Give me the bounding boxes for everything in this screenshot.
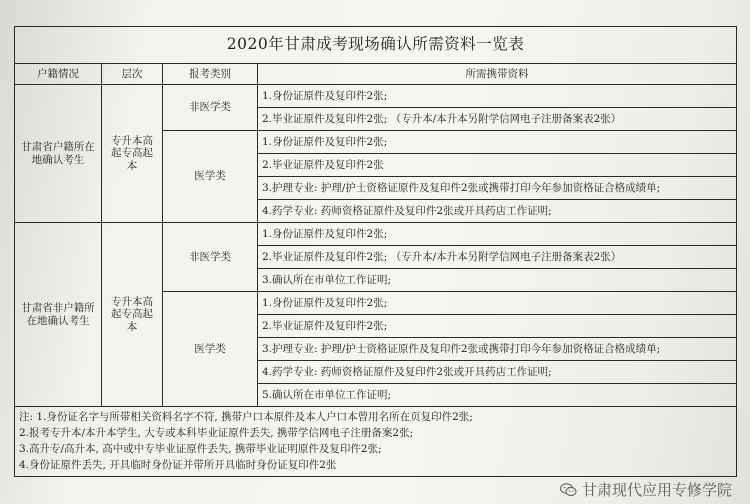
group2-yi-item: 1.身份证原件及复印件2张; bbox=[258, 292, 737, 315]
group2-yi-item: 2.毕业证原件及复印件2张; bbox=[258, 315, 737, 338]
group2-fei-yixue: 非医学类 bbox=[163, 223, 258, 292]
group1-huji: 甘肃省户籍所在地确认考生 bbox=[15, 85, 102, 223]
group2-fei-item: 2.毕业证原件及复印件2张; （专升本/本升本另附学信网电子注册备案表2张） bbox=[258, 246, 737, 269]
note-line: 注: 1.身份证名字与所带相关资料名字不符, 携带户口本原件及本人户口本曾用名所在页复印件2张; bbox=[19, 411, 473, 423]
group1-cengci: 专升本高起专高起本 bbox=[102, 85, 163, 223]
group2-yi-item: 5.确认所在市单位工作证明; bbox=[258, 384, 737, 407]
group1-yixue: 医学类 bbox=[163, 131, 258, 223]
group2-yi-item: 4.药学专业: 药师资格证原件及复印件2张或开具药店工作证明; bbox=[258, 361, 737, 384]
group1-yi-item: 3.护理专业: 护理/护士资格证原件及复印件2张或携带打印今年参加资格证合格成绩单; bbox=[258, 177, 737, 200]
group1-fei-item: 2.毕业证原件及复印件2张; （专升本/本升本另附学信网电子注册备案表2张） bbox=[258, 108, 737, 131]
note-line: 3.高升专/高升本, 高中或中专毕业证原件丢失, 携带毕业证明原件及复印件2张; bbox=[19, 443, 382, 455]
group2-yixue: 医学类 bbox=[163, 292, 258, 407]
requirements-table bbox=[14, 26, 737, 477]
note-line: 4.身份证原件丢失, 开具临时身份证并带所开具临时身份证复印件2张 bbox=[19, 459, 337, 471]
wechat-icon bbox=[560, 483, 577, 497]
header-ziliao: 所需携带资料 bbox=[258, 64, 737, 85]
header-cengci: 层次 bbox=[102, 64, 163, 85]
table-title: 2020年甘肃成考现场确认所需资料一览表 bbox=[15, 27, 737, 64]
note-line: 2.报考专升本/本升本学生, 大专或本科毕业证原件丢失, 携带学信网电子注册备案2张; bbox=[19, 427, 414, 439]
group1-fei-yixue: 非医学类 bbox=[163, 85, 258, 131]
group2-yi-item: 3.护理专业: 护理/护士资格证原件及复印件2张或携带打印今年参加资格证合格成绩单; bbox=[258, 338, 737, 361]
group1-yi-item: 2.毕业证原件及复印件2张 bbox=[258, 154, 737, 177]
group1-yi-item: 1.身份证原件及复印件2张; bbox=[258, 131, 737, 154]
group2-cengci: 专升本高起专高起本 bbox=[102, 223, 163, 407]
watermark-text: 甘肃现代应用专修学院 bbox=[581, 481, 732, 499]
header-huji: 户籍情况 bbox=[15, 64, 102, 85]
group1-yi-item: 4.药学专业: 药师资格证原件及复印件2张或开具药店工作证明; bbox=[258, 200, 737, 223]
notes-cell bbox=[15, 407, 737, 477]
group2-fei-item: 1.身份证原件及复印件2张; bbox=[258, 223, 737, 246]
group2-huji: 甘肃省非户籍所在地确认考生 bbox=[15, 223, 102, 407]
header-leibie: 报考类别 bbox=[163, 64, 258, 85]
wechat-watermark bbox=[560, 479, 732, 500]
group1-fei-item: 1.身份证原件及复印件2张; bbox=[258, 85, 737, 108]
group2-fei-item: 3.确认所在市单位工作证明; bbox=[258, 269, 737, 292]
